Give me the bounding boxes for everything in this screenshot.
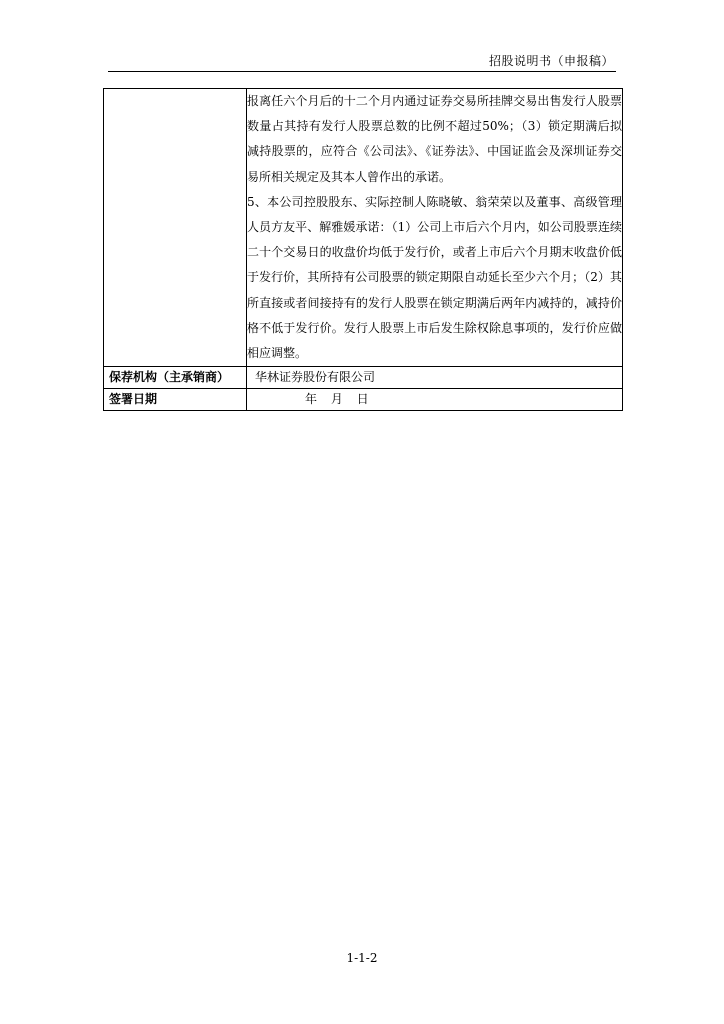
commitments-text-cell [247, 89, 623, 367]
commitment-paragraph-continuation: 报离任六个月后的十二个月内通过证券交易所挂牌交易出售发行人股票数量占其持有发行人股票总数的比例不超过50%；（3）锁定期满后拟减持股票的，应符合《公司法》、《证券法》、中国证监会及深圳证券交易所相关规定及其本人曾作出的承诺。 [247, 94, 622, 184]
page-number: 1-1-2 [346, 951, 378, 965]
sponsor-label: 保荐机构（主承销商） [104, 367, 247, 389]
table-row-signing-date [104, 389, 623, 411]
signing-date-value: 年 月 日 [247, 389, 623, 411]
table-row-sponsor [104, 367, 623, 389]
prospectus-info-table [103, 88, 623, 411]
table-row-commitments [104, 89, 623, 367]
signing-date-label: 签署日期 [104, 389, 247, 411]
header-rule [108, 71, 616, 72]
document-header-title: 招股说明书（申报稿） [488, 54, 614, 68]
sponsor-value: 华林证券股份有限公司 [247, 367, 623, 389]
commitment-paragraph-5: 5、本公司控股股东、实际控制人陈晓敏、翁荣荣以及董事、高级管理人员方友平、解雅媛承诺：（1）公司上市后六个月内，如公司股票连续二十个交易日的收盘价均低于发行价，或者上市后六个月期末收盘价低于发行价，其所持有公司股票的锁定期限自动延长至少六个月；（2）其所直接或者间接持有的发行人股票在锁定期满后两年内减持的，减持价格不低于发行价。发行人股票上市后发生除权除息事项的，发行价应做相应调整。 [247, 194, 622, 361]
commitments-label-cell [104, 89, 247, 367]
